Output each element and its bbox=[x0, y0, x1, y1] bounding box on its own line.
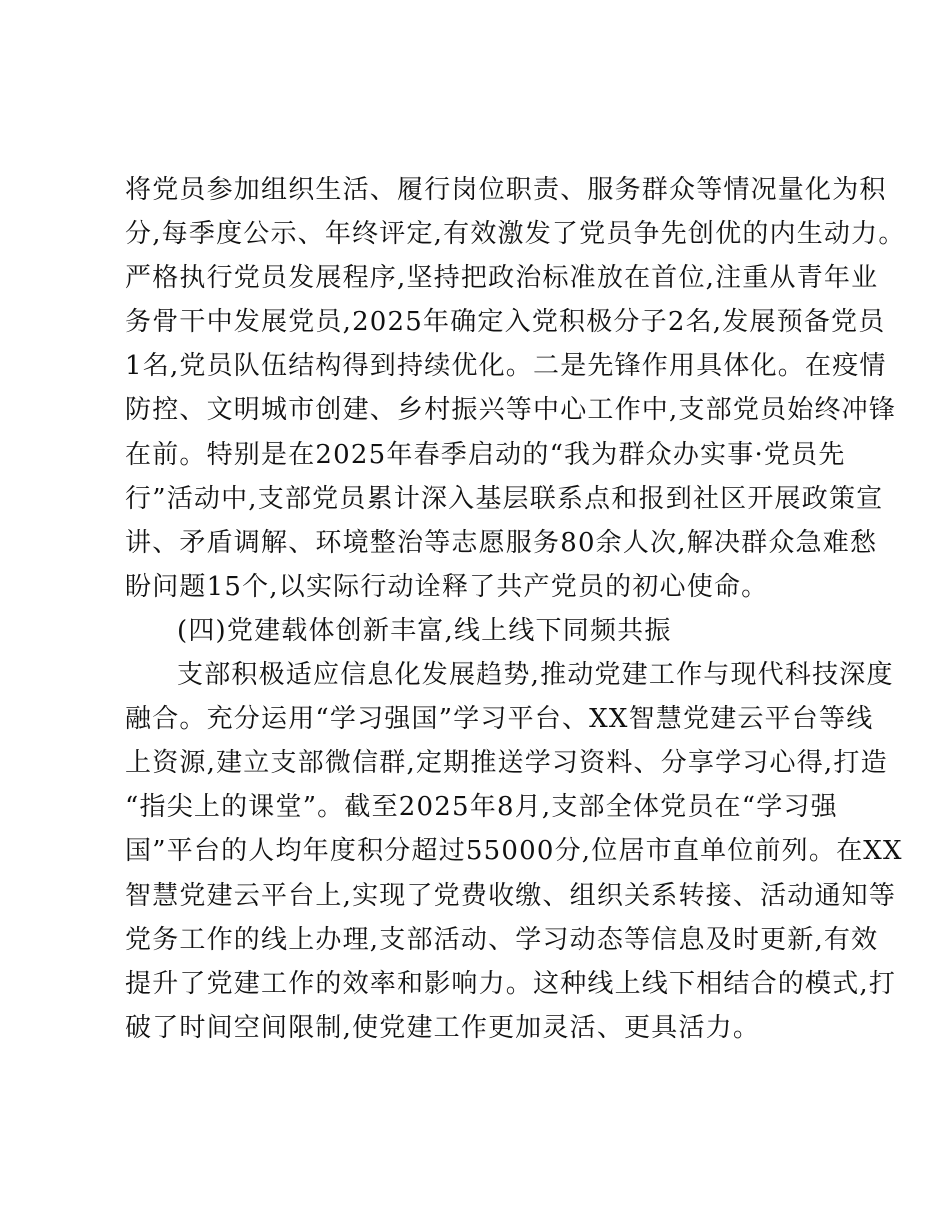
text-line: 上资源,建立支部微信群,定期推送学习资料、分享学习心得,打造 bbox=[125, 748, 888, 779]
text-line: 将党员参加组织生活、履行岗位职责、服务群众等情况量化为积 bbox=[125, 175, 887, 205]
text-line: 提升了党建工作的效率和影响力。这种线上线下相结合的模式,打 bbox=[125, 968, 897, 999]
text-line: 党务工作的线上办理,支部活动、学习动态等信息及时更新,有效 bbox=[125, 924, 879, 955]
text-line: 融合。充分运用“学习强国”学习平台、XX智慧党建云平台等线 bbox=[125, 704, 874, 735]
text-line: 行”活动中,支部党员累计深入基层联系点和报到社区开展政策宣 bbox=[125, 483, 884, 514]
text-line: 盼问题15个,以实际行动诠释了共产党员的初心使命。 bbox=[125, 571, 769, 602]
text-line: 防控、文明城市创建、乡村振兴等中心工作中,支部党员始终冲锋 bbox=[125, 395, 897, 426]
text-line: 严格执行党员发展程序,坚持把政治标准放在首位,注重从青年业 bbox=[125, 263, 879, 294]
text-line: “指尖上的课堂”。截至2025年8月,支部全体党员在“学习强 bbox=[125, 792, 838, 823]
text-line: 破了时间空间限制,使党建工作更加灵活、更具活力。 bbox=[125, 1012, 761, 1043]
text-line: 务骨干中发展党员,2025年确定入党积极分子2名,发展预备党员 bbox=[125, 307, 886, 338]
text-line: 讲、矛盾调解、环境整治等志愿服务80余人次,解决群众急难愁 bbox=[125, 527, 878, 558]
text-line: 1名,党员队伍结构得到持续优化。二是先锋作用具体化。在疫情 bbox=[125, 351, 887, 382]
text-line: 国”平台的人均年度积分超过55000分,位居市直单位前列。在XX bbox=[125, 836, 903, 867]
text-line: 在前。特别是在2025年春季启动的“我为群众办实事·党员先 bbox=[125, 439, 846, 470]
text-line: 支部积极适应信息化发展趋势,推动党建工作与现代科技深度 bbox=[177, 660, 894, 691]
text-line: 分,每季度公示、年终评定,有效激发了党员争先创优的内生动力。 bbox=[125, 219, 906, 250]
section-heading: (四)党建载体创新丰富,线上线下同频共振 bbox=[177, 615, 672, 646]
body-text bbox=[125, 168, 906, 1050]
text-line: 智慧党建云平台上,实现了党费收缴、组织关系转接、活动通知等 bbox=[125, 880, 897, 911]
